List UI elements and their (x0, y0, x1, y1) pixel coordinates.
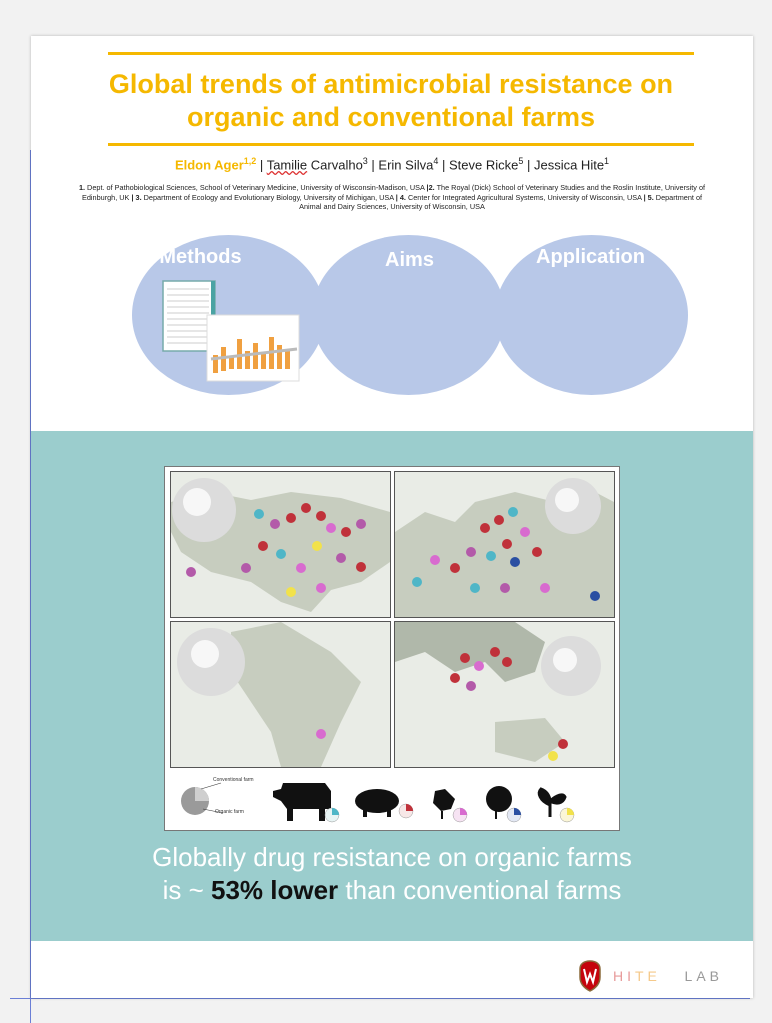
author-first: Eldon Ager (174, 157, 244, 173)
map-panel-europe (394, 471, 615, 618)
results-band (31, 431, 753, 941)
title-line-2: organic and conventional farms (186, 102, 596, 132)
asia-pacific-map (395, 622, 614, 767)
key-finding-pre: is ~ (162, 875, 211, 905)
map-panel-north-america (170, 471, 391, 618)
poster-title (71, 68, 711, 134)
author-2-last: Carvalho (307, 157, 363, 173)
guide-line-horizontal (10, 998, 750, 999)
figure-legend (165, 771, 619, 829)
map-panel-south-america (170, 621, 391, 768)
affil-text: Center for Integrated Agricultural Systems, University of Wisconsin, USA (405, 192, 644, 202)
author-5: Jessica Hite (533, 157, 605, 173)
methods-thumbnails (161, 279, 311, 384)
affil-num: | 5. (643, 192, 654, 202)
affil-num: 1. (78, 183, 86, 192)
methods-label: Methods (159, 246, 242, 268)
author-sep: | (438, 157, 449, 173)
uw-crest-icon (577, 960, 603, 992)
map-figure (164, 466, 620, 831)
key-finding-post: than conventional farms (338, 875, 622, 905)
author-4-sup: 5 (518, 156, 524, 166)
footer-logo (577, 958, 723, 994)
chicken-icon (433, 789, 467, 822)
author-sep: | (523, 157, 534, 173)
title-line-1: Global trends of antimicrobial resistance on (108, 69, 674, 99)
author-2-first: Tamilie (266, 157, 308, 173)
affil-num: | 3. (131, 192, 142, 202)
title-rule-bottom (108, 143, 694, 146)
europe-map (395, 472, 614, 617)
affil-text: The Royal (Dick) School of Veterinary Studies and the Roslin Institute, University of Edinburgh, UK (81, 183, 706, 202)
legend-organic-label: Organic farm (215, 809, 244, 815)
plant-icon (539, 789, 574, 822)
north-america-map (171, 472, 390, 617)
author-5-sup: 1 (604, 156, 610, 166)
poster-page (31, 36, 753, 998)
affil-text: Department of Ecology and Evolutionary Biology, University of Michigan, USA (141, 192, 396, 202)
author-first-sup: 1,2 (243, 156, 257, 166)
key-finding-line-2 (31, 874, 753, 907)
affil-text: Department of Animal and Dairy Sciences, University of Wisconsin, USA (299, 192, 703, 211)
south-america-map (171, 622, 390, 767)
author-3-sup: 4 (433, 156, 439, 166)
author-3: Erin Silva (378, 157, 434, 173)
author-list (31, 156, 753, 172)
wordmark-part: TE (634, 968, 661, 984)
wordmark-part: HI (612, 968, 635, 984)
author-sep: | (256, 157, 267, 173)
legend-conventional-label: Conventional farm (213, 777, 254, 783)
cow-icon (273, 783, 339, 822)
affiliations (71, 183, 713, 212)
application-label: Application (536, 246, 645, 268)
author-4: Steve Ricke (448, 157, 519, 173)
key-finding (31, 841, 753, 907)
map-panel-asia-pacific (394, 621, 615, 768)
title-rule-top (108, 52, 694, 55)
key-finding-emphasis: 53% lower (210, 875, 339, 905)
author-sep: | (367, 157, 379, 173)
aims-label: Aims (385, 249, 434, 271)
pig-icon (355, 789, 413, 818)
boxplot-thumbnail (207, 315, 299, 381)
turkey-icon (486, 786, 521, 822)
affil-num: |2. (426, 183, 435, 192)
affil-text: Dept. of Pathobiological Sciences, School of Veterinary Medicine, University of Wisconsin-Madison, USA (85, 183, 427, 192)
author-2-sup: 3 (362, 156, 368, 166)
hite-lab-wordmark (613, 968, 723, 984)
key-finding-line-1: Globally drug resistance on organic farms (152, 842, 632, 872)
affil-num: | 4. (395, 192, 406, 202)
wordmark-lab: LAB (684, 968, 723, 984)
